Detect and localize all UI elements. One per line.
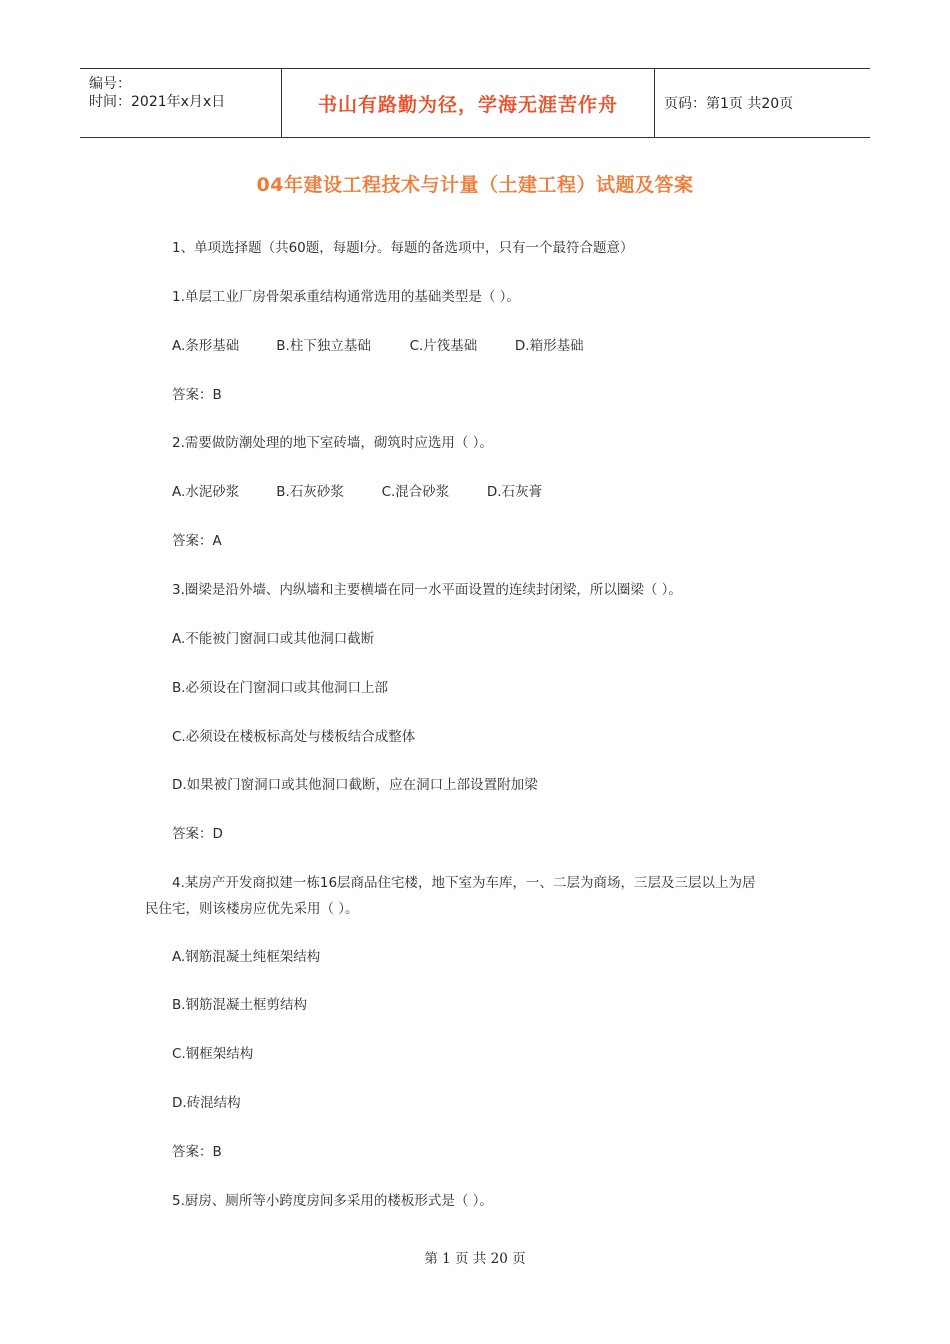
header-meta-cell: [80, 69, 280, 137]
question-1-stem: 1.单层工业厂房骨架承重结构通常选用的基础类型是（ ）。: [172, 289, 520, 305]
question-4-option-a: A.钢筋混凝土纯框架结构: [172, 949, 321, 965]
option-c: C.混合砂浆: [381, 484, 450, 500]
document-title: 04年建设工程技术与计量（土建工程）试题及答案: [256, 174, 694, 196]
question-5-stem: 5.厨房、厕所等小跨度房间多采用的楼板形式是（ ）。: [172, 1193, 493, 1209]
time-label: 时间：2021年x月x日: [89, 94, 226, 110]
option-a: A.条形基础: [172, 338, 240, 354]
question-3-option-d: D.如果被门窗洞口或其他洞口截断，应在洞口上部设置附加梁: [172, 777, 538, 793]
question-3-stem: 3.圈梁是沿外墙、内纵墙和主要横墙在同一水平面设置的连续封闭梁，所以圈梁（ ）。: [172, 582, 682, 598]
option-b: B.石灰砂浆: [276, 484, 344, 500]
page-header: [80, 68, 870, 138]
question-4-option-d: D.砖混结构: [172, 1095, 241, 1111]
question-4-answer: 答案：B: [172, 1144, 222, 1160]
header-page-cell: [655, 69, 870, 137]
question-3-option-c: C.必须设在楼板标高处与楼板结合成整体: [172, 729, 416, 745]
question-2-options: [172, 480, 542, 500]
question-4-stem-line1: 4.某房产开发商拟建一栋16层商品住宅楼，地下室为车库，一、二层为商场，三层及三层以上为居: [172, 875, 756, 891]
number-label: 编号：: [89, 76, 131, 92]
question-3-answer: 答案：D: [172, 826, 223, 842]
question-3-option-b: B.必须设在门窗洞口或其他洞口上部: [172, 680, 389, 696]
question-4-stem-line2: 民住宅，则该楼房应优先采用（ ）。: [145, 901, 359, 917]
section-heading: 1、单项选择题（共60题，每题l分。每题的备选项中，只有一个最符合题意）: [172, 240, 634, 256]
question-4-option-c: C.钢框架结构: [172, 1046, 254, 1062]
question-4-option-b: B.钢筋混凝土框剪结构: [172, 997, 308, 1013]
option-d: D.石灰膏: [486, 484, 543, 500]
motto-text: 书山有路勤为径，学海无涯苦作舟: [317, 93, 618, 116]
question-2-answer: 答案：A: [172, 533, 222, 549]
question-1-options: [172, 334, 584, 354]
option-b: B.柱下独立基础: [276, 338, 371, 354]
option-c: C.片筏基础: [409, 338, 478, 354]
page-info: 页码：第1页 共20页: [664, 96, 794, 112]
option-a: A.水泥砂浆: [172, 484, 240, 500]
option-d: D.箱形基础: [514, 338, 584, 354]
question-2-stem: 2.需要做防潮处理的地下室砖墙，砌筑时应选用（ ）。: [172, 435, 493, 451]
question-3-option-a: A.不能被门窗洞口或其他洞口截断: [172, 631, 375, 647]
header-motto-cell: [281, 69, 655, 137]
question-1-answer: 答案：B: [172, 387, 222, 403]
page-footer: 第 1 页 共 20 页: [424, 1251, 526, 1267]
